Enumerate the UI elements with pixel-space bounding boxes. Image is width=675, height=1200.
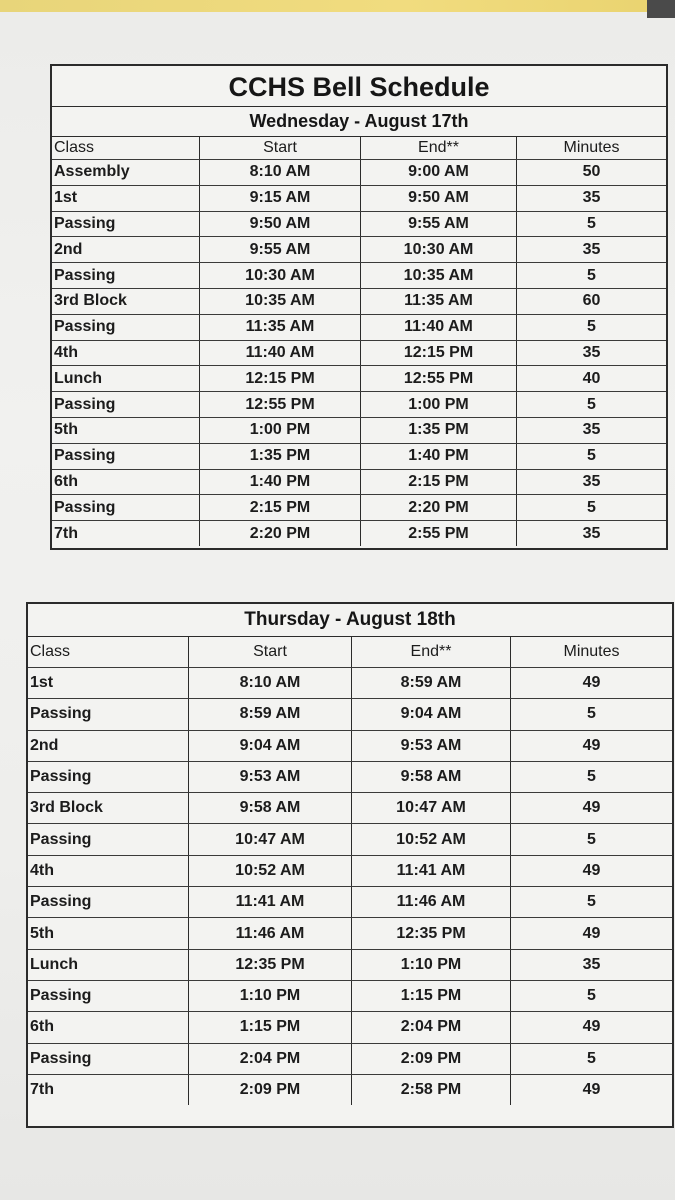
cell-minutes: 49 <box>511 1012 673 1043</box>
cell-end: 11:35 AM <box>361 288 517 314</box>
cell-class: 2nd <box>28 730 189 761</box>
cell-class: 3rd Block <box>52 288 200 314</box>
cell-minutes: 49 <box>511 668 673 699</box>
cell-start: 10:52 AM <box>189 855 352 886</box>
cell-minutes: 35 <box>517 185 667 211</box>
cell-class: 1st <box>28 668 189 699</box>
wednesday-schedule <box>50 64 668 550</box>
cell-start: 1:35 PM <box>200 443 361 469</box>
cell-start: 8:10 AM <box>200 160 361 186</box>
cell-start: 8:10 AM <box>189 668 352 699</box>
cell-end: 9:53 AM <box>352 730 511 761</box>
table-header-row <box>52 137 666 160</box>
cell-class: 7th <box>52 521 200 546</box>
cell-minutes: 5 <box>511 980 673 1011</box>
table-row <box>28 980 672 1011</box>
cell-minutes: 35 <box>517 237 667 263</box>
cell-class: Passing <box>28 1043 189 1074</box>
table-row <box>52 340 666 366</box>
cell-class: 5th <box>52 417 200 443</box>
cell-class: Passing <box>52 443 200 469</box>
header-end: End** <box>361 137 517 160</box>
cell-end: 9:55 AM <box>361 211 517 237</box>
cell-class: 1st <box>52 185 200 211</box>
cell-end: 2:20 PM <box>361 495 517 521</box>
dark-corner <box>647 0 675 18</box>
cell-class: 6th <box>28 1012 189 1043</box>
table-row <box>52 392 666 418</box>
cell-end: 1:40 PM <box>361 443 517 469</box>
cell-end: 10:47 AM <box>352 793 511 824</box>
cell-start: 9:04 AM <box>189 730 352 761</box>
table-row <box>28 887 672 918</box>
cell-class: Passing <box>28 699 189 730</box>
schedule-day-heading: Wednesday - August 17th <box>52 107 666 137</box>
cell-minutes: 5 <box>511 699 673 730</box>
table-row <box>52 288 666 314</box>
table-row <box>52 495 666 521</box>
cell-end: 9:50 AM <box>361 185 517 211</box>
cell-end: 11:41 AM <box>352 855 511 886</box>
cell-start: 11:35 AM <box>200 314 361 340</box>
table-row <box>28 793 672 824</box>
table-row <box>52 211 666 237</box>
cell-class: 4th <box>28 855 189 886</box>
table-header-row <box>28 637 672 668</box>
cell-minutes: 5 <box>517 263 667 289</box>
table-row <box>52 417 666 443</box>
cell-end: 12:15 PM <box>361 340 517 366</box>
cell-minutes: 60 <box>517 288 667 314</box>
cell-end: 2:15 PM <box>361 469 517 495</box>
cell-start: 2:20 PM <box>200 521 361 546</box>
table-row <box>52 314 666 340</box>
cell-start: 1:10 PM <box>189 980 352 1011</box>
page-title: CCHS Bell Schedule <box>52 66 666 107</box>
cell-end: 9:04 AM <box>352 699 511 730</box>
cell-class: Lunch <box>52 366 200 392</box>
header-end: End** <box>352 637 511 668</box>
cell-minutes: 49 <box>511 855 673 886</box>
cell-start: 10:30 AM <box>200 263 361 289</box>
table-row <box>28 668 672 699</box>
cell-start: 10:47 AM <box>189 824 352 855</box>
cell-start: 10:35 AM <box>200 288 361 314</box>
cell-start: 2:09 PM <box>189 1074 352 1105</box>
cell-class: Passing <box>28 761 189 792</box>
cell-class: Assembly <box>52 160 200 186</box>
cell-class: 5th <box>28 918 189 949</box>
cell-minutes: 35 <box>517 417 667 443</box>
cell-class: 2nd <box>52 237 200 263</box>
cell-start: 1:40 PM <box>200 469 361 495</box>
cell-end: 2:04 PM <box>352 1012 511 1043</box>
schedule-day-heading: Thursday - August 18th <box>28 604 672 637</box>
cell-minutes: 5 <box>517 443 667 469</box>
yellow-paper-edge <box>0 0 675 12</box>
schedule-table <box>28 637 672 1105</box>
cell-minutes: 5 <box>517 314 667 340</box>
header-start: Start <box>200 137 361 160</box>
cell-start: 12:15 PM <box>200 366 361 392</box>
table-row <box>28 1074 672 1105</box>
cell-end: 9:58 AM <box>352 761 511 792</box>
cell-minutes: 5 <box>511 824 673 855</box>
table-row <box>28 730 672 761</box>
table-row <box>52 185 666 211</box>
cell-end: 1:00 PM <box>361 392 517 418</box>
cell-class: Passing <box>52 211 200 237</box>
cell-minutes: 50 <box>517 160 667 186</box>
thursday-schedule <box>26 602 674 1128</box>
cell-start: 11:40 AM <box>200 340 361 366</box>
cell-minutes: 49 <box>582 1081 601 1098</box>
cell-class: Passing <box>52 314 200 340</box>
header-minutes: Minutes <box>517 137 667 160</box>
table-row <box>52 160 666 186</box>
cell-end: 8:59 AM <box>352 668 511 699</box>
cell-end: 10:30 AM <box>361 237 517 263</box>
table-row <box>28 1043 672 1074</box>
header-start: Start <box>189 637 352 668</box>
cell-end: 10:35 AM <box>361 263 517 289</box>
cell-class: Passing <box>52 263 200 289</box>
cell-end: 2:58 PM <box>352 1074 511 1105</box>
table-row <box>28 918 672 949</box>
table-row <box>52 469 666 495</box>
cell-end: 2:55 PM <box>361 521 517 546</box>
cell-start: 8:59 AM <box>189 699 352 730</box>
cell-start: 1:15 PM <box>189 1012 352 1043</box>
cell-start: 9:58 AM <box>189 793 352 824</box>
cell-minutes: 40 <box>517 366 667 392</box>
cell-class: 6th <box>52 469 200 495</box>
cell-start: 1:00 PM <box>200 417 361 443</box>
cell-class: Passing <box>52 392 200 418</box>
cell-minutes: 35 <box>517 469 667 495</box>
table-row <box>28 1012 672 1043</box>
cell-start: 11:46 AM <box>189 918 352 949</box>
cell-class: 7th <box>28 1074 189 1105</box>
cell-class: 4th <box>52 340 200 366</box>
cell-end: 1:10 PM <box>352 949 511 980</box>
table-row <box>52 521 666 546</box>
cell-end: 1:15 PM <box>352 980 511 1011</box>
table-row <box>52 263 666 289</box>
table-row <box>52 443 666 469</box>
table-row <box>28 824 672 855</box>
cell-minutes: 5 <box>511 1043 673 1074</box>
cell-minutes: 35 <box>582 524 601 542</box>
cell-class: Passing <box>28 887 189 918</box>
table-row <box>52 366 666 392</box>
cell-minutes: 5 <box>517 392 667 418</box>
cell-minutes: 49 <box>511 730 673 761</box>
table-row <box>28 761 672 792</box>
table-row <box>28 699 672 730</box>
cell-end: 12:55 PM <box>361 366 517 392</box>
cell-end: 9:00 AM <box>361 160 517 186</box>
cell-start: 2:15 PM <box>200 495 361 521</box>
cell-minutes: 5 <box>511 761 673 792</box>
header-class: Class <box>28 637 189 668</box>
cell-minutes: 49 <box>511 918 673 949</box>
table-row <box>28 855 672 886</box>
cell-end: 11:40 AM <box>361 314 517 340</box>
cell-start: 12:55 PM <box>200 392 361 418</box>
table-row <box>28 949 672 980</box>
cell-end: 2:09 PM <box>352 1043 511 1074</box>
cell-class: 3rd Block <box>28 793 189 824</box>
cell-end: 1:35 PM <box>361 417 517 443</box>
header-class: Class <box>52 137 200 160</box>
table-row <box>52 237 666 263</box>
cell-minutes: 5 <box>511 887 673 918</box>
cell-start: 9:15 AM <box>200 185 361 211</box>
cell-end: 11:46 AM <box>352 887 511 918</box>
cell-minutes: 35 <box>511 949 673 980</box>
cell-start: 9:53 AM <box>189 761 352 792</box>
cell-class: Passing <box>28 824 189 855</box>
cell-start: 2:04 PM <box>189 1043 352 1074</box>
cell-minutes: 5 <box>517 211 667 237</box>
cell-minutes: 5 <box>517 495 667 521</box>
cell-end: 12:35 PM <box>352 918 511 949</box>
header-minutes: Minutes <box>511 637 673 668</box>
cell-start: 9:55 AM <box>200 237 361 263</box>
schedule-table <box>52 137 666 546</box>
cell-start: 9:50 AM <box>200 211 361 237</box>
cell-start: 11:41 AM <box>189 887 352 918</box>
cell-minutes: 35 <box>517 340 667 366</box>
cell-end: 10:52 AM <box>352 824 511 855</box>
cell-start: 12:35 PM <box>189 949 352 980</box>
cell-class: Passing <box>28 980 189 1011</box>
cell-class: Passing <box>52 495 200 521</box>
cell-class: Lunch <box>28 949 189 980</box>
cell-minutes: 49 <box>511 793 673 824</box>
